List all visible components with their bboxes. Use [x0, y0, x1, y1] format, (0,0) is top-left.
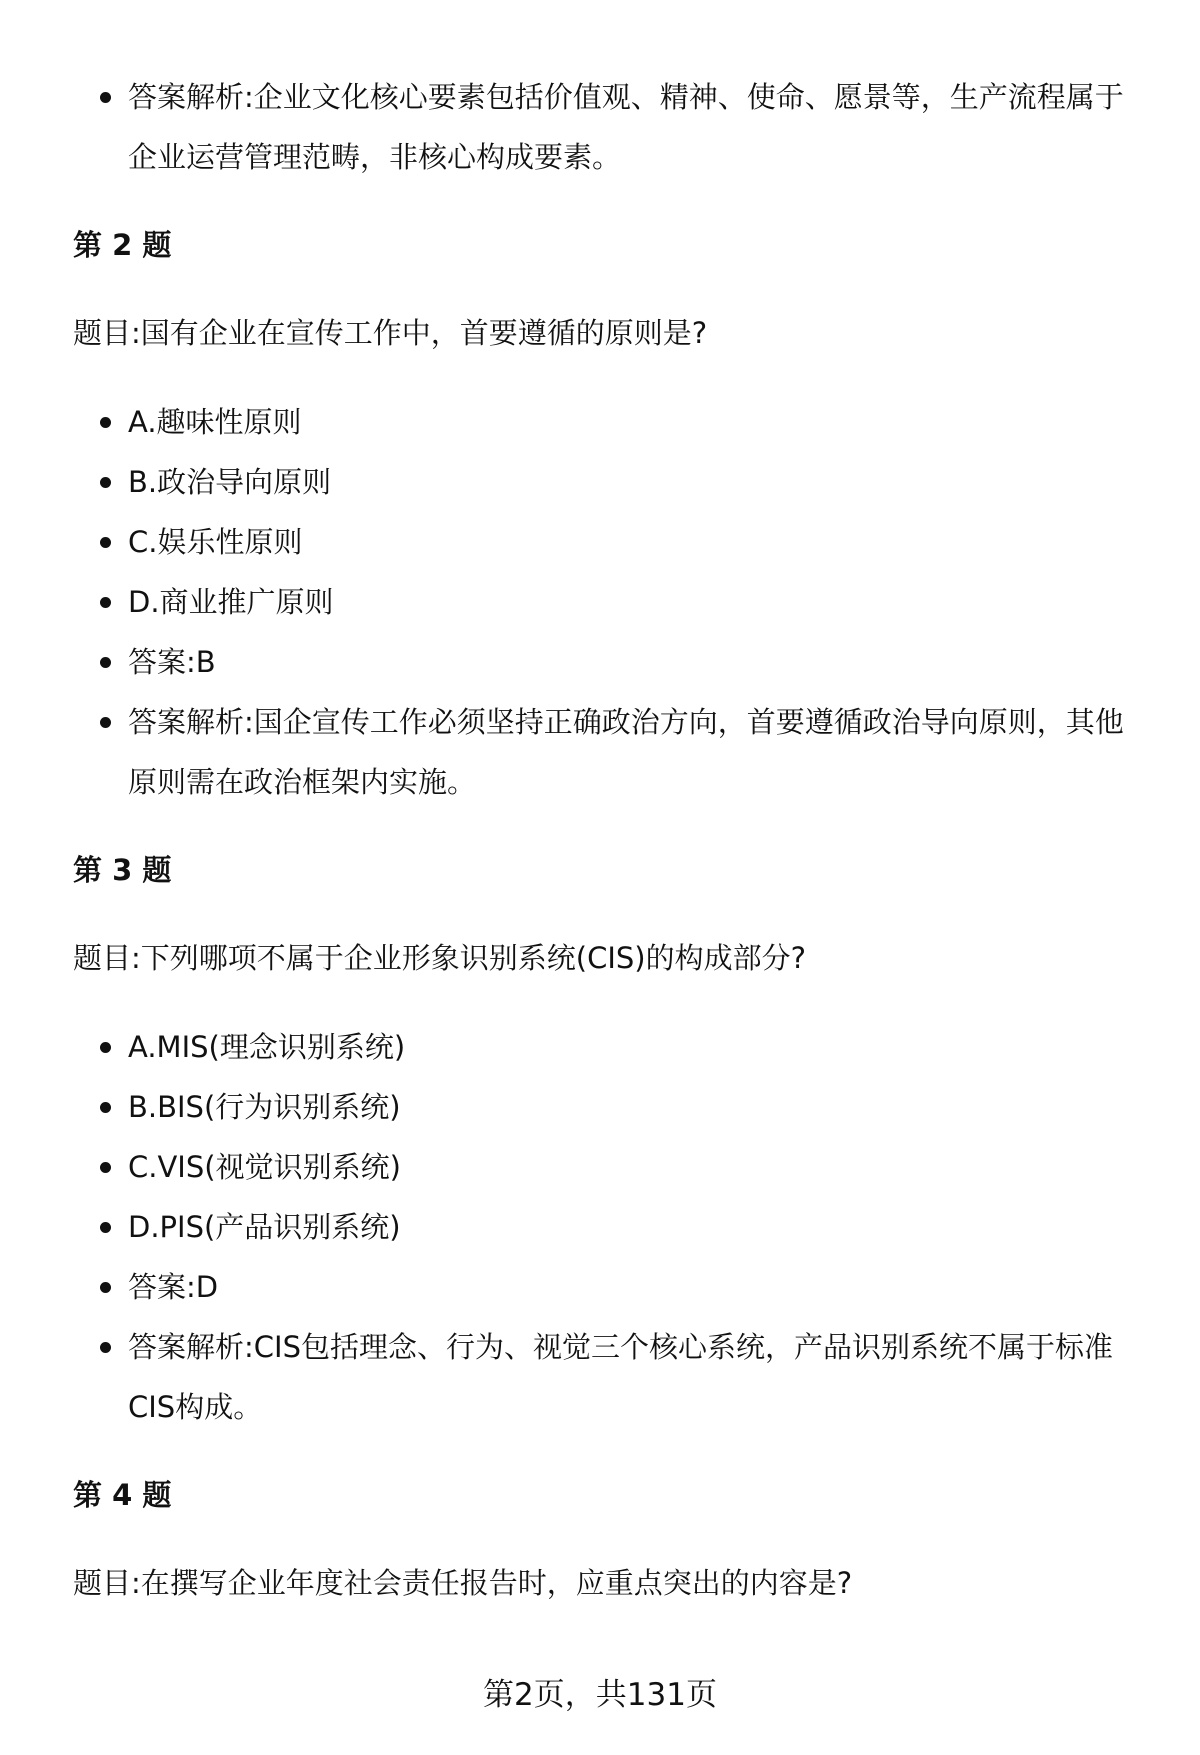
- q3-option-b: B.BIS(行为识别系统): [128, 1077, 1148, 1137]
- q2-analysis: 答案解析:国企宣传工作必须坚持正确政治方向，首要遵循政治导向原则，其他原则需在政治框架内实施。: [128, 692, 1148, 812]
- q3-heading: 第 3 题: [73, 853, 172, 887]
- q2-question: 题目:国有企业在宣传工作中，首要遵循的原则是?: [73, 316, 708, 350]
- q2-answer: 答案:B: [128, 632, 1148, 692]
- q3-answer: 答案:D: [128, 1257, 1148, 1317]
- page-number: 第2页，共131页: [483, 1677, 717, 1713]
- q3-analysis: 答案解析:CIS包括理念、行为、视觉三个核心系统，产品识别系统不属于标准CIS构成。: [128, 1317, 1148, 1437]
- q2-option-c: C.娱乐性原则: [128, 512, 1148, 572]
- q2-option-a: A.趣味性原则: [128, 392, 1148, 452]
- q2-heading: 第 2 题: [73, 228, 172, 262]
- q4-question: 题目:在撰写企业年度社会责任报告时，应重点突出的内容是?: [73, 1566, 853, 1600]
- q3-option-d: D.PIS(产品识别系统): [128, 1197, 1148, 1257]
- q3-question: 题目:下列哪项不属于企业形象识别系统(CIS)的构成部分?: [73, 941, 807, 975]
- q1-analysis: 答案解析:企业文化核心要素包括价值观、精神、使命、愿景等，生产流程属于企业运营管理范畴，非核心构成要素。: [128, 67, 1148, 187]
- q2-option-d: D.商业推广原则: [128, 572, 1148, 632]
- q4-heading: 第 4 题: [73, 1478, 172, 1512]
- q2-option-b: B.政治导向原则: [128, 452, 1148, 512]
- q3-option-a: A.MIS(理念识别系统): [128, 1017, 1148, 1077]
- q3-option-c: C.VIS(视觉识别系统): [128, 1137, 1148, 1197]
